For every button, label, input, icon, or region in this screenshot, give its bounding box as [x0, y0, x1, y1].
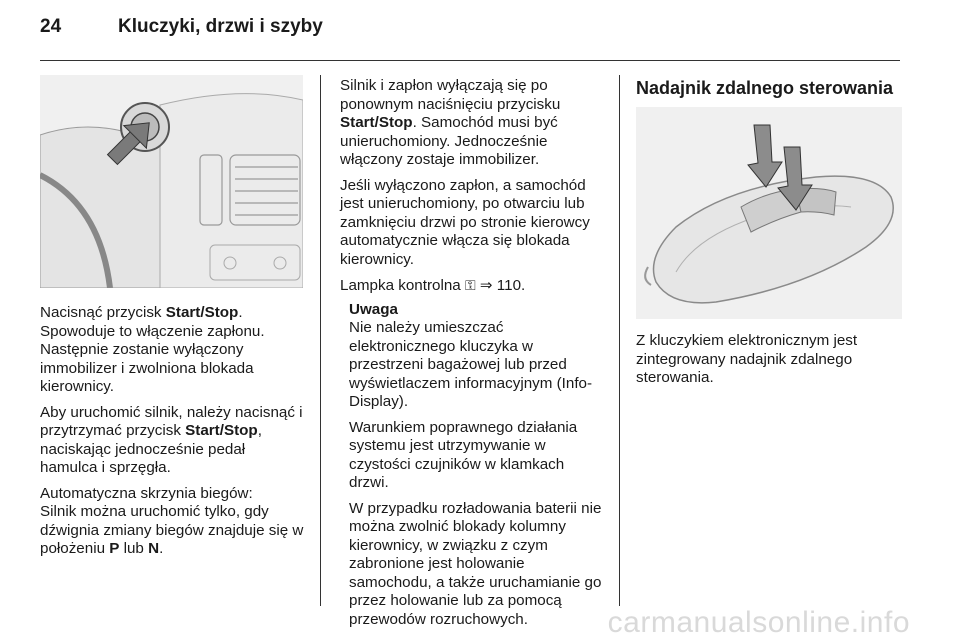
- paragraph-control-lamp: Lampka kontrolna ⚿ ⇒ 110.: [340, 277, 526, 294]
- column-divider-2: [619, 75, 620, 606]
- column-1: [40, 304, 305, 566]
- note-paragraph-2: Warunkiem poprawnego działania systemu jest utrzymywanie w czystości czujników w klamkach drzwi.: [349, 418, 578, 491]
- header-rule: [40, 60, 900, 61]
- note-paragraph-3: W przypadku rozładowania baterii nie można zwolnić blokady kolumny kierownicy, w związku z czym zabronione jest holowanie samochodu, a także uruchamianie go przez holowanie lub za pomocą przewodów rozruchowych.: [349, 499, 602, 628]
- chapter-title: Kluczyki, drzwi i szyby: [118, 16, 323, 37]
- column-3: [636, 77, 906, 109]
- column-2: [340, 77, 605, 636]
- start-stop-button-illustration: [40, 75, 303, 288]
- note-box: [349, 301, 605, 630]
- note-title: Uwaga: [349, 300, 398, 318]
- remote-key-illustration: [636, 107, 902, 319]
- column-divider-1: [320, 75, 321, 606]
- page-number: 24: [40, 16, 62, 37]
- note-paragraph-1: Nie należy umieszczać elektronicznego kluczyka w przestrzeni bagażowej lub przed wyświetlaczem informacyjnym (Info-Display).: [349, 319, 593, 410]
- paragraph-automatic-gearbox: Automatyczna skrzynia biegów: Silnik można uruchomić tylko, gdy dźwignia zmiany biegów znajduje się w położeniu P lub N.: [40, 484, 304, 557]
- paragraph-engine-off: Silnik i zapłon wyłączają się po ponownym naciśnięciu przycisku Start/Stop. Samochód musi być unieruchomiony. Jednocześnie włączony zostaje immobilizer.: [340, 77, 561, 168]
- paragraph-remote-control: Z kluczykiem elektronicznym jest zintegrowany nadajnik zdalnego sterowania.: [636, 332, 858, 386]
- paragraph-steering-lock: Jeśli wyłączono zapłon, a samochód jest unieruchomiony, po otwarciu lub zamknięciu drzwi po stronie kierowcy automatycznie włącza się blokada kierownicy.: [340, 176, 590, 268]
- watermark-text: carmanualsonline.info: [607, 606, 910, 639]
- key-lamp-icon: ⚿: [464, 277, 476, 293]
- section-title: Nadajnik zdalnego sterowania: [636, 78, 894, 98]
- page-reference-arrow-icon: ⇒: [479, 277, 493, 294]
- page-header: [40, 16, 323, 50]
- paragraph-start-ignition: Nacisnąć przycisk Start/Stop. Spowoduje to włączenie zapłonu. Następnie zostanie wyłączony immobilizer i zwolniona blokada kierownicy.: [40, 304, 265, 395]
- column-3-text: [636, 332, 906, 395]
- paragraph-start-engine: Aby uruchomić silnik, należy nacisnąć i przytrzymać przycisk Start/Stop, naciskając jednocześnie pedał hamulca i sprzęgła.: [40, 403, 303, 476]
